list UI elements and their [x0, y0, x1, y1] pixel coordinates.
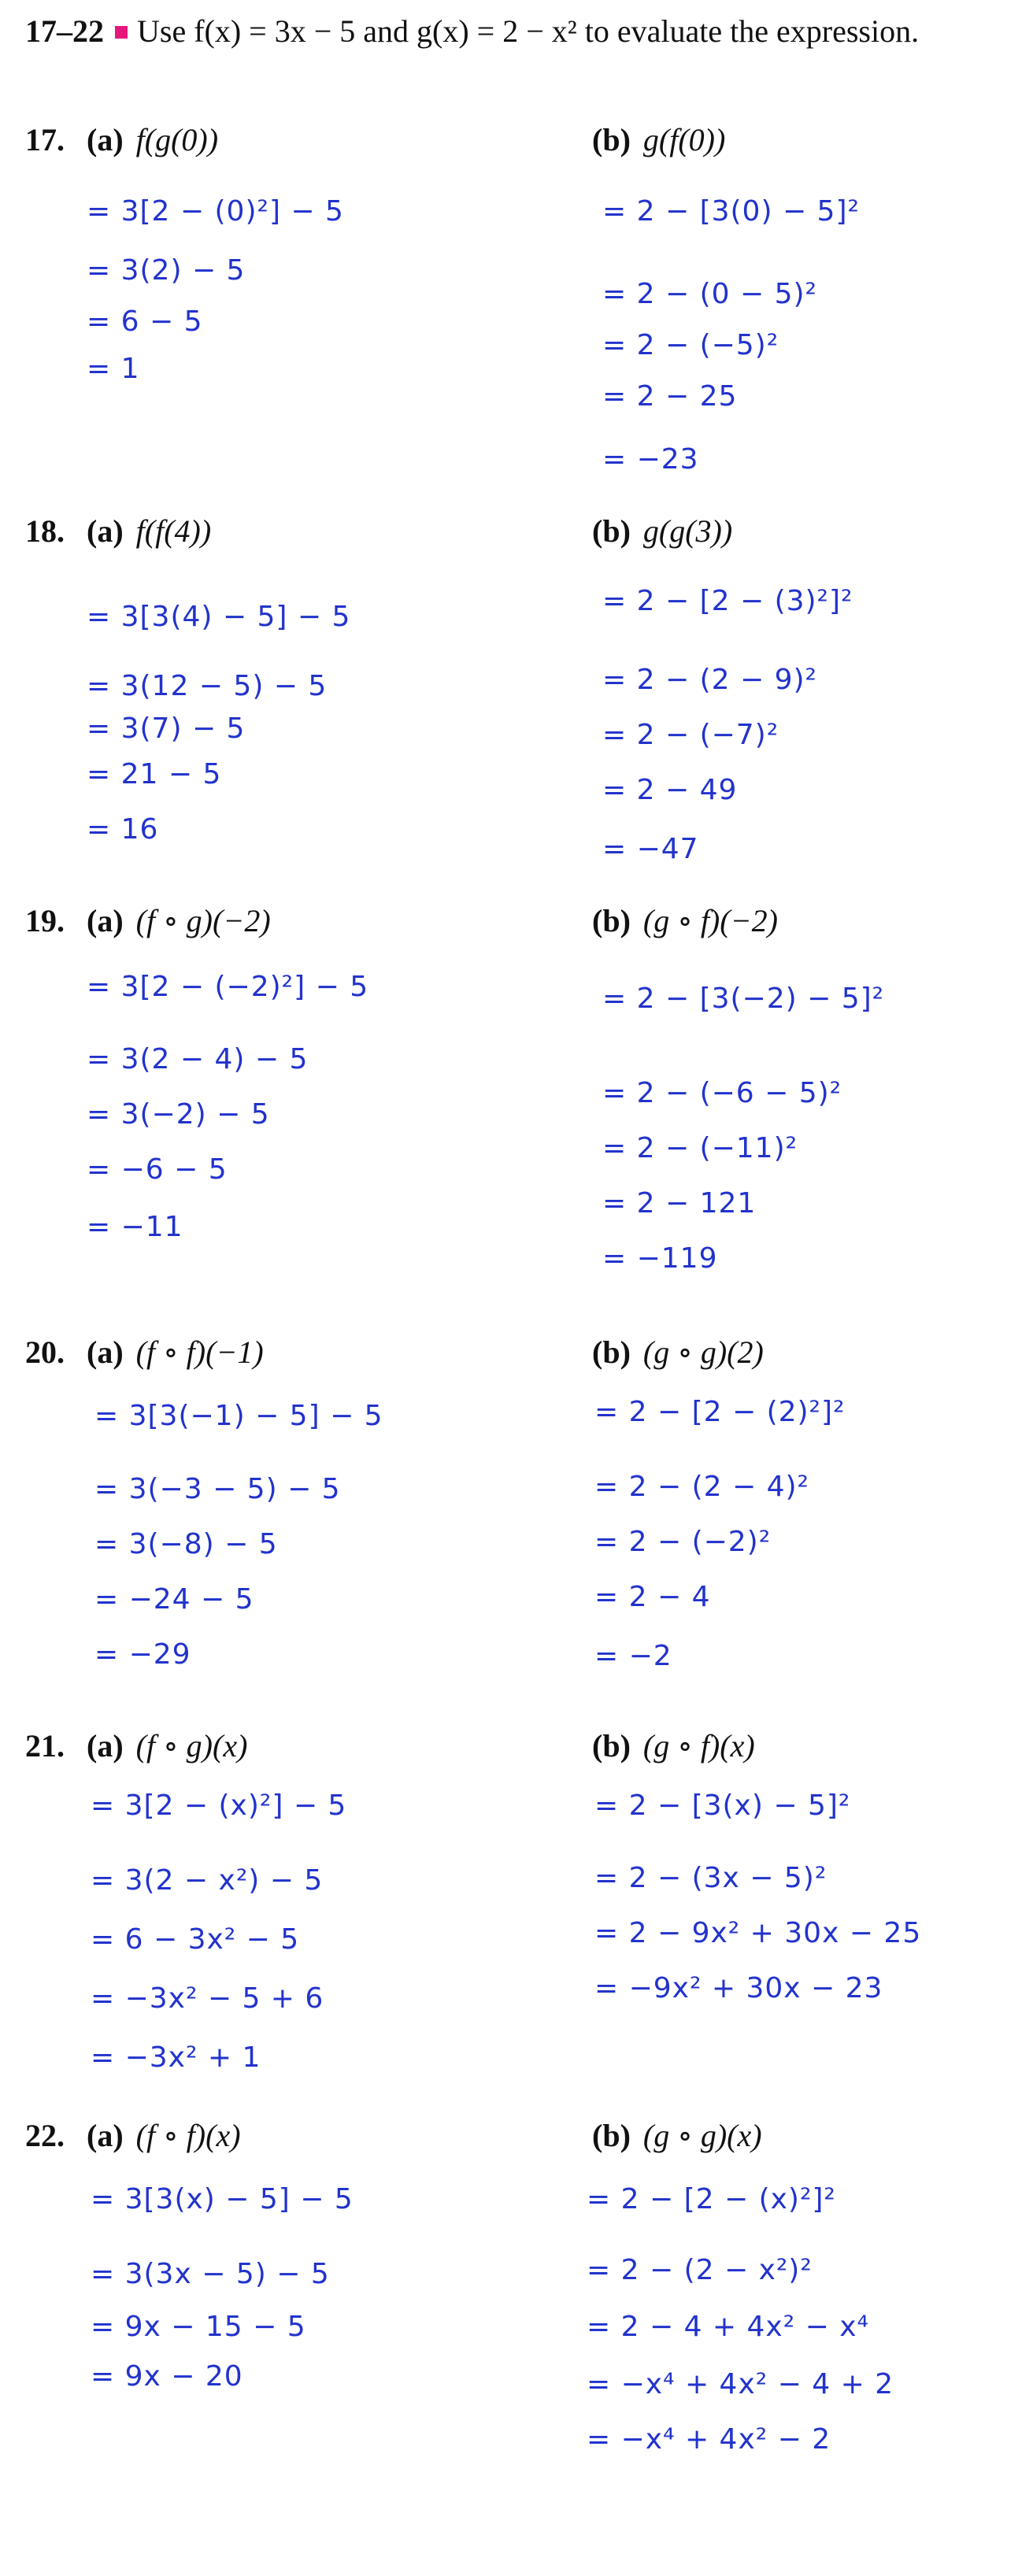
part-label: (b)	[592, 903, 631, 938]
solution-step: = −11	[87, 1211, 183, 1243]
problem-expression: (g ∘ g)(x)	[642, 2118, 762, 2153]
part-label: (a)	[87, 1728, 124, 1764]
exercise-header	[25, 9, 1002, 54]
solution-step: = 2 − (−11)²	[602, 1132, 798, 1164]
solution-step: = 21 − 5	[87, 758, 222, 790]
solution-step: = 2 − (−6 − 5)²	[602, 1077, 842, 1109]
problem-expression: g(f(0))	[642, 122, 726, 157]
problem-expression: f(f(4))	[135, 513, 212, 549]
part-label: (a)	[87, 122, 124, 157]
part-label: (b)	[592, 1334, 631, 1370]
part-label: (b)	[592, 2118, 631, 2153]
part-label: (a)	[87, 1334, 124, 1370]
solution-step: = 2 − 9x² + 30x − 25	[594, 1917, 922, 1949]
solution-step: = −119	[602, 1242, 718, 1275]
solution-step: = 9x − 20	[91, 2360, 243, 2393]
problem-22-a-heading	[25, 2112, 241, 2160]
solution-step: = −3x² + 1	[91, 2041, 261, 2074]
solution-step: = 16	[87, 813, 159, 846]
solution-step: = −x⁴ + 4x² − 2	[587, 2423, 831, 2456]
magenta-square-icon	[115, 26, 128, 39]
exercise-range: 17–22	[25, 13, 104, 49]
solution-step: = 2 − 121	[602, 1187, 757, 1220]
solution-step: = 2 − [2 − (3)²]²	[602, 585, 853, 617]
problem-22-b-heading	[592, 2112, 762, 2160]
solution-step: = 3[3(4) − 5] − 5	[87, 601, 351, 633]
problem-expression: (g ∘ g)(2)	[642, 1334, 764, 1370]
solution-step: = 2 − [3(−2) − 5]²	[602, 983, 885, 1015]
solution-step: = −2	[594, 1640, 672, 1672]
part-label: (b)	[592, 1728, 631, 1764]
solution-step: = 2 − (3x − 5)²	[594, 1862, 828, 1894]
solution-step: = 3(2) − 5	[87, 254, 246, 287]
solution-step: = −3x² − 5 + 6	[91, 1982, 324, 2015]
problem-expression: (f ∘ g)(−2)	[135, 903, 271, 938]
solution-step: = 2 − 25	[602, 380, 738, 413]
solution-step: = 3(12 − 5) − 5	[87, 670, 328, 702]
solution-step: = 2 − (2 − 4)²	[594, 1471, 809, 1503]
solution-step: = 3[2 − (0)²] − 5	[87, 195, 344, 228]
solution-step: = 2 − (0 − 5)²	[602, 278, 817, 310]
solution-step: = 3[2 − (x)²] − 5	[91, 1790, 347, 1822]
solution-step: = 3(−8) − 5	[94, 1528, 278, 1560]
problem-number: 20.	[25, 1334, 65, 1370]
problem-21-b-heading	[592, 1723, 755, 1770]
problem-17-a-heading	[25, 117, 218, 164]
problem-expression: (f ∘ g)(x)	[135, 1728, 248, 1764]
problem-expression: (g ∘ f)(−2)	[642, 903, 778, 938]
solution-step: = 3(3x − 5) − 5	[91, 2258, 330, 2290]
problem-number: 21.	[25, 1728, 65, 1764]
part-label: (a)	[87, 903, 124, 938]
solution-step: = 2 − (2 − x²)²	[587, 2254, 813, 2286]
problem-18-a-heading	[25, 508, 211, 555]
problem-number: 18.	[25, 513, 65, 549]
solution-step: = −x⁴ + 4x² − 4 + 2	[587, 2368, 894, 2400]
solution-step: = 3[3(x) − 5] − 5	[91, 2183, 354, 2215]
solution-step: = 3(2 − x²) − 5	[91, 1864, 324, 1897]
solution-step: = −47	[602, 833, 699, 865]
problem-20-a-heading	[25, 1329, 264, 1376]
solution-step: = 1	[87, 353, 140, 385]
solution-step: = 3(−2) − 5	[87, 1098, 270, 1131]
solution-step: = 3[2 − (−2)²] − 5	[87, 971, 369, 1003]
problem-18-b-heading	[592, 508, 732, 555]
problem-expression: (f ∘ f)(−1)	[135, 1334, 264, 1370]
instruction-text: Use f(x) = 3x − 5 and g(x) = 2 − x² to evaluate the expression.	[137, 13, 920, 49]
problem-expression: f(g(0))	[135, 122, 219, 157]
solution-step: = 3(7) − 5	[87, 712, 246, 745]
solution-step: = 2 − [3(0) − 5]²	[602, 195, 860, 228]
problem-19-b-heading	[592, 898, 778, 945]
solution-step: = −29	[94, 1638, 191, 1671]
part-label: (a)	[87, 2118, 124, 2153]
problem-20-b-heading	[592, 1329, 764, 1376]
part-label: (a)	[87, 513, 124, 549]
solution-step: = 2 − (2 − 9)²	[602, 664, 817, 696]
solution-step: = 3[3(−1) − 5] − 5	[94, 1400, 383, 1432]
solution-step: = 2 − (−2)²	[594, 1526, 772, 1558]
problem-number: 22.	[25, 2118, 65, 2153]
solution-step: = −6 − 5	[87, 1153, 228, 1186]
solution-step: = 2 − [2 − (2)²]²	[594, 1396, 846, 1428]
solution-step: = 2 − 49	[602, 774, 738, 806]
part-label: (b)	[592, 513, 631, 549]
problem-expression: (g ∘ f)(x)	[642, 1728, 755, 1764]
problem-expression: g(g(3))	[642, 513, 733, 549]
problem-expression: (f ∘ f)(x)	[135, 2118, 241, 2153]
problem-number: 17.	[25, 122, 65, 157]
solution-step: = 2 − 4	[594, 1581, 711, 1613]
solution-step: = 9x − 15 − 5	[91, 2311, 306, 2343]
solution-step: = 2 − 4 + 4x² − x⁴	[587, 2311, 869, 2343]
problem-17-b-heading	[592, 117, 725, 164]
solution-step: = 2 − [3(x) − 5]²	[594, 1790, 851, 1822]
problem-21-a-heading	[25, 1723, 247, 1770]
solution-step: = 3(2 − 4) − 5	[87, 1043, 309, 1075]
solution-step: = −24 − 5	[94, 1583, 254, 1616]
part-label: (b)	[592, 122, 631, 157]
problem-19-a-heading	[25, 898, 271, 945]
solution-step: = 6 − 3x² − 5	[91, 1923, 300, 1956]
solution-step: = 2 − (−5)²	[602, 329, 779, 361]
solution-step: = 2 − [2 − (x)²]²	[587, 2183, 836, 2215]
solution-step: = −9x² + 30x − 23	[594, 1972, 883, 2004]
solution-step: = 2 − (−7)²	[602, 719, 779, 751]
problem-number: 19.	[25, 903, 65, 938]
solution-step: = −23	[602, 443, 699, 476]
solution-step: = 6 − 5	[87, 305, 203, 338]
solution-step: = 3(−3 − 5) − 5	[94, 1473, 341, 1505]
